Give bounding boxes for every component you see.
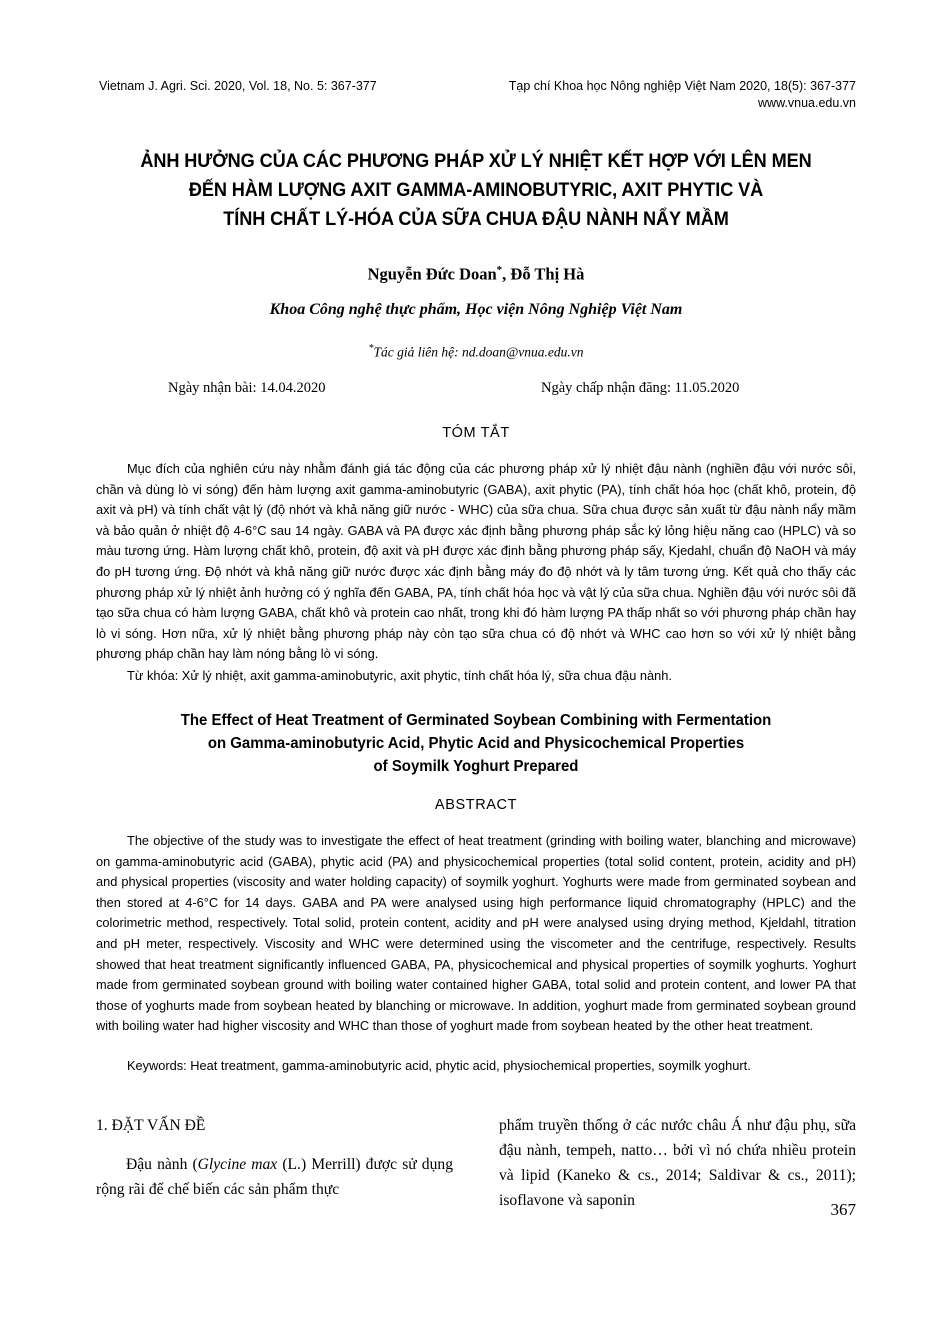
corresponding-author-email: Tác giả liên hệ: nd.doan@vnua.edu.vn <box>373 344 584 360</box>
author-name-2: Đỗ Thị Hà <box>510 264 585 284</box>
running-head-journal-vi: Tạp chí Khoa học Nông nghiệp Việt Nam 2020, 18(5): 367-377 <box>508 79 856 93</box>
intro-paragraph-left <box>96 1152 453 1202</box>
article-title-vi <box>123 147 830 234</box>
abstract-body <box>96 831 856 1037</box>
article-title-vi-line-1: ẢNH HƯỞNG CỦA CÁC PHƯƠNG PHÁP XỬ LÝ NHIỆT KẾT HỢP VỚI LÊN MEN <box>140 150 812 172</box>
corresponding-author-note <box>96 339 856 363</box>
article-title-en-line-3: of Soymilk Yoghurt Prepared <box>373 758 579 775</box>
intro-text-post: (L.) Merrill) được sử dụng rộng rãi để chế biến các sản phẩm thực <box>96 1156 453 1198</box>
body-column-left <box>96 1113 453 1202</box>
body-column-right <box>499 1113 856 1213</box>
running-head-left: Vietnam J. Agri. Sci. 2020, Vol. 18, No. 5: 367-377 <box>99 79 377 93</box>
corresponding-author-marker: * <box>496 264 503 276</box>
author-list <box>96 259 856 286</box>
body-columns <box>96 1113 856 1243</box>
abstract-paragraph: The objective of the study was to investigate the effect of heat treatment (grinding with boiling water, blanching and microwave) on gamma-aminobutyric acid (GABA), phytic acid (PA) and physicochemical properties (total solid content, protein, acidity and pH) and physical properties (viscosity and water holding capacity) of soymilk yoghurt. Yoghurts were made from germinated soybean and then stored at 4-6°C for 14 days. GABA and PA were analysed using high performance liquid chromatography (HPLC) and the colorimetric method, respectively. Total solid, protein content, acidity and pH were analysed using drying method, Kjeldahl, titration and pH meter, respectively. Viscosity and WHC were determined using the viscometer and the centrifuge, respectively. Results showed that heat treatment significantly influenced GABA, PA, physicochemical and physical properties of soymilk yoghurts. Yoghurt made from germinated soybean ground with boiling water contained higher GABA, total solid and protein content, and lower PA that those of yoghurts made from soybean heated by blanching or microwave. In addition, yoghurt made from germinated soybean ground with boiling water had higher viscosity and WHC than those of yoghurt made from soybean heated by the other heat treatment. <box>96 833 856 1034</box>
tomtat-body <box>96 459 856 665</box>
page-number: 367 <box>830 1200 856 1219</box>
section-heading-1: 1. ĐẶT VẤN ĐỀ <box>96 1117 206 1134</box>
corresponding-note-marker: * <box>368 343 374 354</box>
intro-text-pre: Đậu nành ( <box>126 1156 198 1173</box>
journal-url: www.vnua.edu.vn <box>758 96 856 110</box>
author-name-1: Nguyễn Đức Doan <box>367 264 497 284</box>
date-received: Ngày nhận bài: 14.04.2020 <box>168 380 326 396</box>
article-title-vi-line-3: TÍNH CHẤT LÝ-HÓA CỦA SỮA CHUA ĐẬU NÀNH NẨY MẦM <box>223 208 729 230</box>
tomtat-heading: TÓM TẮT <box>442 425 510 441</box>
date-accepted: Ngày chấp nhận đăng: 11.05.2020 <box>541 380 740 396</box>
keywords-en: Keywords: Heat treatment, gamma-aminobutyric acid, phytic acid, physiochemical properties, soymilk yoghurt. <box>127 1058 751 1073</box>
running-head-right <box>509 78 856 112</box>
page-content-area <box>96 0 856 1333</box>
abstract-heading: ABSTRACT <box>434 797 518 813</box>
article-title-en-line-1: The Effect of Heat Treatment of Germinated Soybean Combining with Fermentation <box>180 712 772 729</box>
tomtat-paragraph: Mục đích của nghiên cứu này nhằm đánh giá tác động của các phương pháp xử lý nhiệt đậu nành (nghiền đậu với nước sôi, chần và dùng lò vi sóng) đến hàm lượng axit gamma-aminobutyric (GABA), axit phytic (PA), tính chất hóa học (chất khô, protein, độ axit và pH) và tính chất vật lý (độ nhớt và khả năng giữ nước - WHC) của sữa chua. Sữa chua được sản xuất từ đậu nành nẩy mầm và bảo quản ở nhiệt độ 4-6°C sau 14 ngày. GABA và PA được xác định bằng phương pháp sắc ký lỏng hiệu năng cao (HPLC) và so màu tương ứng. Hàm lượng chất khô, protein, độ axit và pH được xác định bằng phương pháp sấy, Kjedahl, chuẩn độ NaOH và máy đo pH tương ứng. Độ nhớt và khả năng giữ nước được xác định bằng máy đo độ nhớt và ly tâm tương ứng. Kết quả cho thấy các phương pháp xử lý nhiệt ảnh hưởng có ý nghĩa đến GABA, PA, tính chất hóa học và vật lý của sữa chua. Nghiền đậu với nước sôi đã tạo sữa chua có hàm lượng GABA, chất khô và protein cao nhất, trong khi đó hàm lượng PA thấp nhất so với phương pháp chần hay lò vi sóng. Hơn nữa, xử lý nhiệt bằng phương pháp này còn tạo sữa chua có độ nhớt và WHC cao hơn so với xử lý nhiệt bằng phương pháp chần hay làm nóng bằng lò vi sóng. <box>96 461 856 662</box>
author-affiliation: Khoa Công nghệ thực phẩm, Học viện Nông Nghiệp Việt Nam <box>269 301 683 318</box>
article-title-en-line-2: on Gamma-aminobutyric Acid, Phytic Acid and Physicochemical Properties <box>207 735 745 752</box>
intro-paragraph-right: phẩm truyền thống ở các nước châu Á như đậu phụ, sữa đậu nành, tempeh, natto… bởi vì nó chứa nhiều protein và lipid (Kaneko & cs., 2014; Saldivar & cs., 2011); isoflavone và saponin <box>499 1117 856 1209</box>
species-name-italic: Glycine max <box>197 1156 278 1173</box>
author-separator: , <box>502 264 511 284</box>
article-title-en <box>111 709 841 778</box>
keywords-vi: Từ khóa: Xử lý nhiệt, axit gamma-aminobutyric, axit phytic, tính chất hóa lý, sữa chua đậu nành. <box>127 668 672 683</box>
article-title-vi-line-2: ĐẾN HÀM LƯỢNG AXIT GAMMA-AMINOBUTYRIC, AXIT PHYTIC VÀ <box>188 179 764 201</box>
